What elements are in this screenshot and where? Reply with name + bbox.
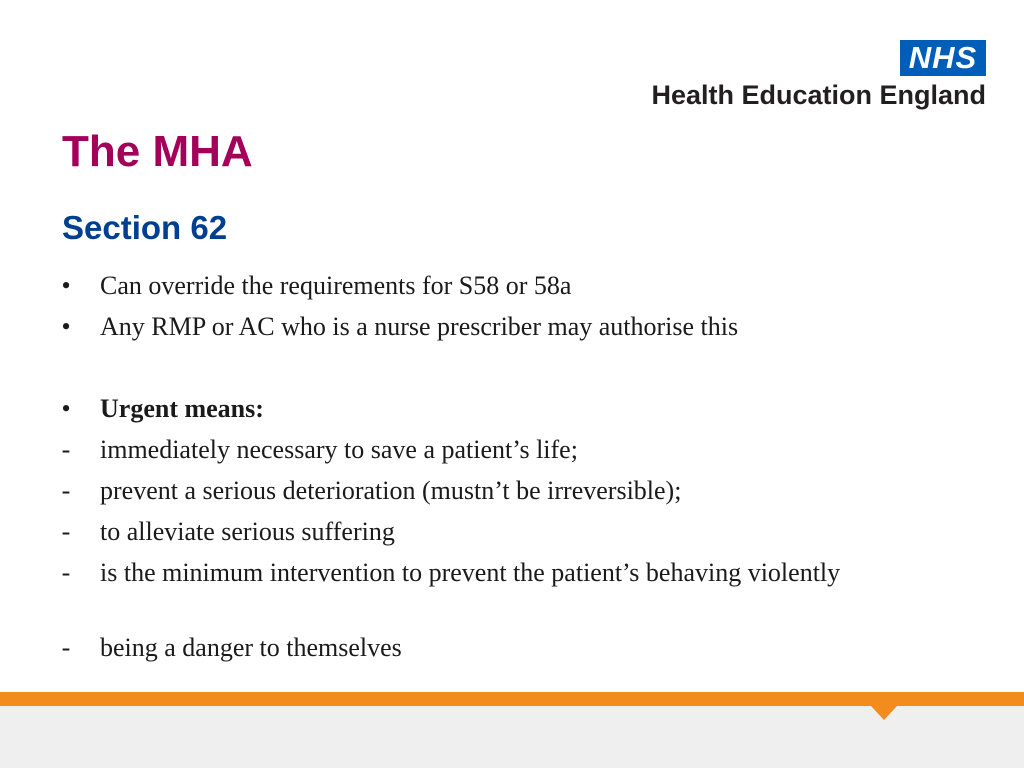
bullet-marker: •: [61, 312, 71, 341]
slide-title: The MHA: [62, 127, 253, 176]
bullet-marker: •: [61, 394, 71, 423]
dash-text: immediately necessary to save a patient’s life;: [100, 435, 578, 464]
dash-text: to alleviate serious suffering: [100, 517, 395, 546]
dash-marker: -: [61, 517, 71, 546]
bullet-marker: •: [61, 271, 71, 300]
footer-orange-bar: [0, 692, 1024, 706]
dash-marker: -: [61, 435, 71, 464]
dash-marker: -: [61, 476, 71, 505]
dash-text: being a danger to themselves: [100, 633, 402, 662]
nhs-hee-logo: [636, 40, 986, 112]
dash-marker: -: [61, 558, 71, 587]
org-name: Health Education England: [651, 80, 986, 110]
bullet-text: Can override the requirements for S58 or 58a: [100, 271, 572, 300]
footer-notch: [871, 706, 897, 720]
bullet-text: Any RMP or AC who is a nurse prescriber may authorise this: [100, 312, 739, 341]
dash-text: is the minimum intervention to prevent the patient’s behaving violently: [100, 558, 841, 587]
nhs-logo-box: NHS: [900, 40, 986, 76]
slide-subtitle: Section 62: [62, 209, 228, 246]
bullet-text-bold: Urgent means:: [100, 394, 264, 423]
dash-text: prevent a serious deterioration (mustn’t be irreversible);: [100, 476, 682, 505]
dash-marker: -: [61, 633, 71, 662]
